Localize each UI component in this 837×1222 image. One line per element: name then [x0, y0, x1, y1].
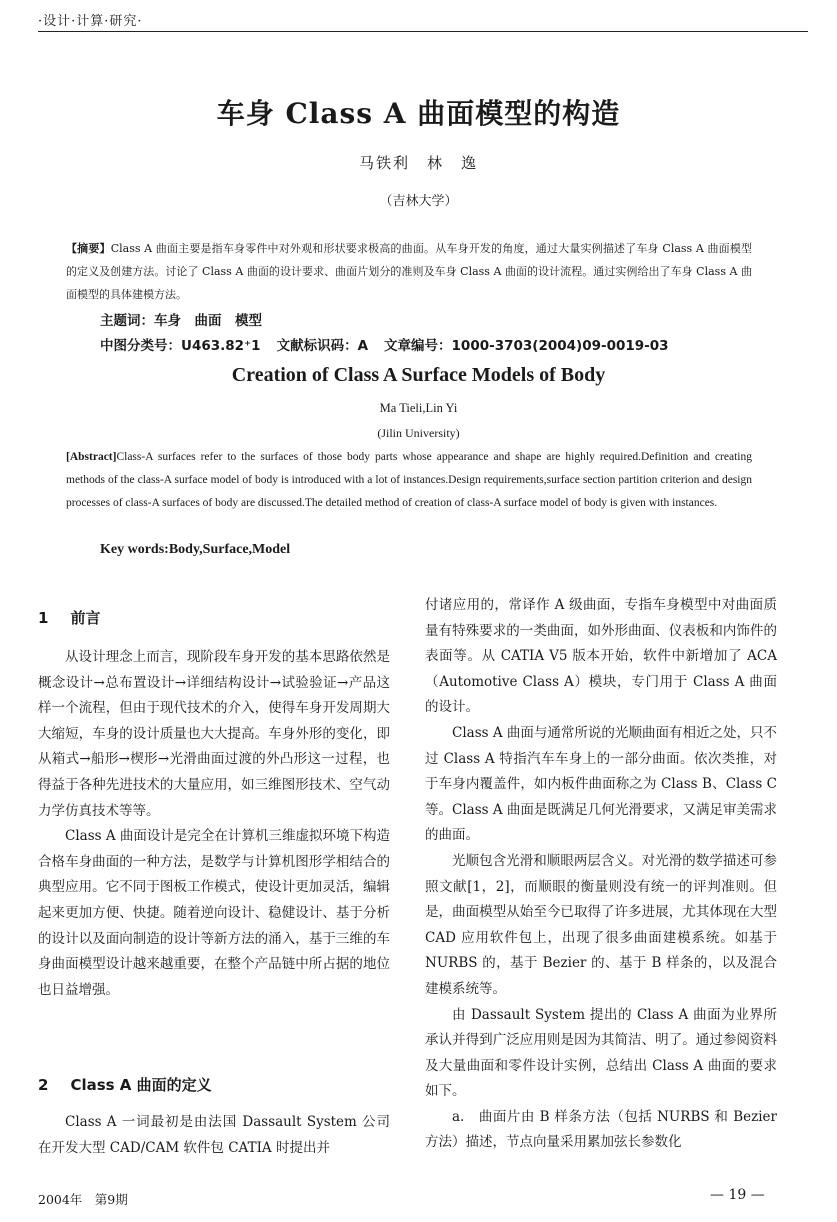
- chinese-abstract-label: 【摘要】: [66, 242, 111, 255]
- paragraph: Class A 一词最初是由法国 Dassault System 公司在开发大型 CAD/CAM 软件包 CATIA 时提出并: [38, 1114, 390, 1156]
- journal-section-tag: ·设计·计算·研究·: [38, 14, 143, 29]
- left-column-continued: [38, 1110, 390, 1161]
- section-number: 1: [38, 609, 49, 627]
- chinese-affiliation: （吉林大学）: [379, 194, 458, 209]
- english-keywords: Key words:Body,Surface,Model: [100, 542, 291, 557]
- paragraph: 光顺包含光滑和顺眼两层含义。对光滑的数学描述可参照文献[1，2]，而顺眼的衡量则没有统一的评判准则。但是，曲面模型从始至今已取得了许多进展，尤其体现在大型 CAD 应用软件包上，出现了很多曲面建模系统。如基于 NURBS 的，基于 Bezier 的、基于 B 样条的，以及混合建模系统等。: [425, 852, 777, 997]
- english-abstract-text: Class-A surfaces refer to the surfaces of those body parts whose appearance and shape are highly required.Definition and creating methods of the class-A surface model of body is introduced with a lot of instances.Design requirements,surface section partition criterion and design processes of class-A surfaces of body are discussed.The detailed method of creation of class-A surface model of body is given with instances.: [66, 451, 752, 509]
- paragraph: a. 曲面片由 B 样条方法（包括 NURBS 和 Bezier 方法）描述，节点向量采用累加弦长参数化: [425, 1108, 777, 1151]
- issue-label: 2004年 第9期: [38, 1192, 128, 1207]
- chinese-title: 车身 Class A 曲面模型的构造: [216, 97, 621, 130]
- english-title: Creation of Class A Surface Models of Body: [231, 364, 606, 386]
- paragraph: 由 Dassault System 提出的 Class A 曲面为业界所承认并得到广泛应用则是因为其简洁、明了。通过参阅资料及大量曲面和零件设计实例，总结出 Class A 曲面的要求如下。: [425, 1006, 777, 1100]
- article-number: 文章编号：1000-3703(2004)09-0019-03: [384, 338, 669, 354]
- document-code: 文献标识码：A: [276, 338, 369, 354]
- paragraph: Class A 曲面设计是完全在计算机三维虚拟环境下构造合格车身曲面的一种方法，是数学与计算机图形学相结合的典型应用。它不同于图板工作模式，使设计更加灵活，编辑起来更加方便、快捷。随着逆向设计、稳健设计、基于分析的设计以及面向制造的设计等新方法的涌入，基于三维的车身曲面模型设计越来越重要，在整个产品链中所占据的地位也日益增强。: [38, 828, 390, 998]
- section-title: 前言: [70, 609, 101, 627]
- english-affiliation: (Jilin University): [377, 426, 460, 440]
- section-heading-1: [38, 607, 100, 628]
- chinese-keywords: 主题词：车身 曲面 模型: [100, 313, 262, 329]
- chinese-abstract-text: Class A 曲面主要是指车身零件中对外观和形状要求极高的曲面。从车身开发的角度，通过大量实例描述了车身 Class A 曲面模型的定义及创建方法。讨论了 Class A 曲面的设计要求、曲面片划分的准则及车身 Class A 曲面的设计流程。通过实例给出了车身 Class A 曲面模型的具体建模方法。: [66, 242, 753, 301]
- section-title: Class A 曲面的定义: [70, 1076, 212, 1094]
- chinese-abstract: [66, 237, 752, 306]
- clc-number: 中图分类号：U463.82⁺1: [100, 338, 261, 354]
- right-column: [425, 593, 777, 1156]
- english-authors: Ma Tieli,Lin Yi: [379, 401, 458, 415]
- paragraph: 付诸应用的，常译作 A 级曲面，专指车身模型中对曲面质量有特殊要求的一类曲面，如外形曲面、仪表板和内饰件的表面等。从 CATIA V5 版本开始，软件中新增加了 ACA（Automotive Class A）模块，专门用于 Class A 曲面的设计。: [425, 597, 777, 716]
- paragraph: 从设计理念上而言，现阶段车身开发的基本思路依然是概念设计→总布置设计→详细结构设计→试验验证→产品这样一个流程，但由于现代技术的介入，使得车身开发周期大大缩短，车身的设计质量也大大提高。车身外形的变化，即从箱式→船形→楔形→光滑曲面过渡的外凸形这一过程，也得益于各种先进技术的大量应用，如三维图形技术、空气动力学仿真技术等等。: [38, 649, 390, 819]
- header-rule: [38, 31, 808, 32]
- english-abstract-label: [Abstract]: [66, 451, 117, 463]
- chinese-authors: 马铁利 林 逸: [358, 154, 478, 172]
- paragraph: Class A 曲面与通常所说的光顺曲面有相近之处，只不过 Class A 特指汽车车身上的一部分曲面。依次类推，对于车身内覆盖件，如内板件曲面称之为 Class B、Class C 等。Class A 曲面是既满足几何光滑要求，又满足审美需求的曲面。: [425, 724, 777, 844]
- english-abstract: [66, 446, 752, 515]
- left-column: [38, 645, 390, 1003]
- section-heading-2: [38, 1074, 212, 1095]
- classification-line: [100, 334, 685, 354]
- section-number: 2: [38, 1076, 49, 1094]
- page-number: — 19 —: [710, 1187, 765, 1203]
